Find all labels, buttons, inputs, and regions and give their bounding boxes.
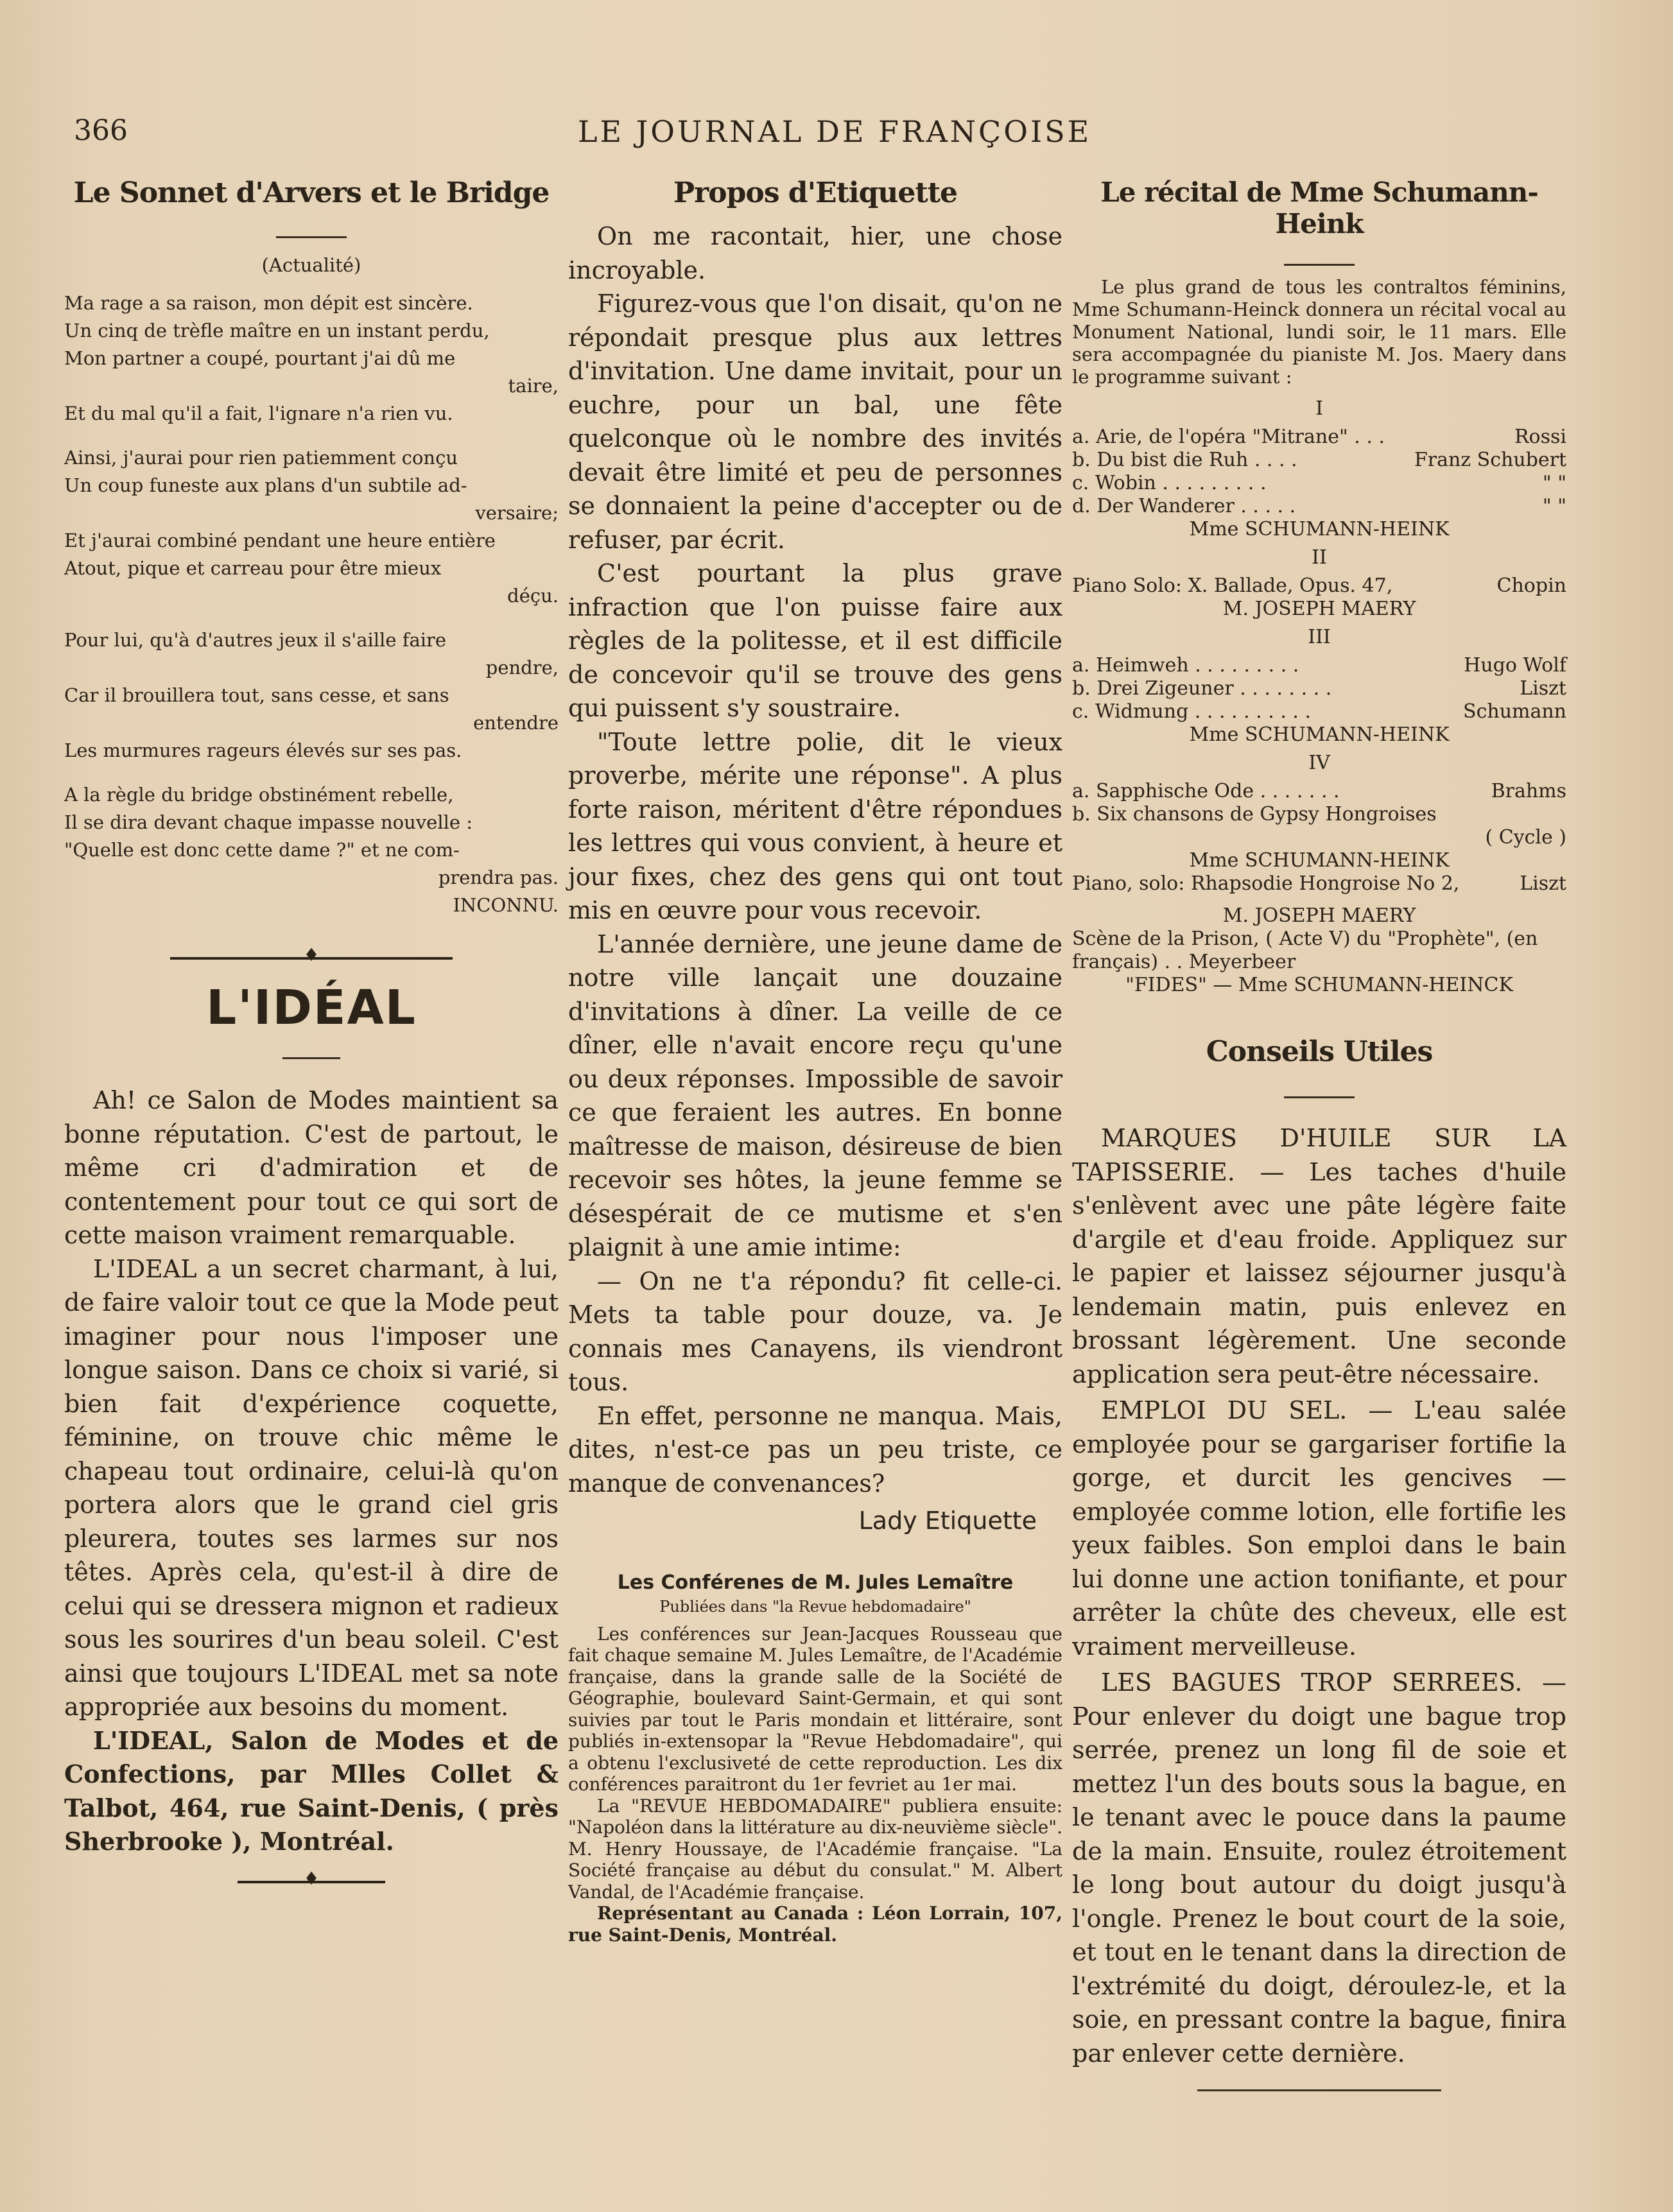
program-item bbox=[1072, 495, 1566, 518]
poem-line: Et du mal qu'il a fait, l'ignare n'a rien vu. bbox=[64, 402, 453, 424]
ideal-article bbox=[64, 1084, 559, 1859]
program-performer: Mme SCHUMANN-HEINK bbox=[1189, 518, 1450, 540]
lemaitre-subtitle: Publiées dans "la Revue hebdomadaire" bbox=[659, 1597, 971, 1616]
etiquette-title: Propos d'Etiquette bbox=[673, 177, 958, 209]
poem-line: taire, bbox=[508, 375, 559, 397]
conseil-paragraph: MARQUES D'HUILE SUR LA TAPISSERIE. — Les taches d'huile s'enlèvent avec une pâte légère faite d'argile et d'eau froide. Appliquez sur le papier et laissez séjourner jusqu'à lendemain matin, puis enlevez en brossant légèrement. Une seconde application sera peut-être nécessaire. bbox=[1072, 1124, 1566, 1388]
poem-line: Les murmures rageurs élevés sur ses pas. bbox=[64, 739, 462, 761]
stanza-gap bbox=[64, 765, 559, 781]
poem-line: Ma rage a sa raison, mon dépit est sincère. bbox=[64, 292, 473, 314]
divider bbox=[1284, 1096, 1355, 1098]
etiquette-signature: Lady Etiquette bbox=[858, 1507, 1037, 1535]
program-composer: Hugo Wolf bbox=[1464, 654, 1566, 677]
poem-line: Atout, pique et carreau pour être mieux bbox=[64, 557, 442, 579]
lemaitre-paragraph: La "REVUE HEBDOMADAIRE" publiera ensuite: "Napoléon dans la littérature au dix-neuvième siècle". M. Henry Houssaye, de l'Académie française. "La Société française au début du consulat." M. Albert Vandal, de l'Académie française. bbox=[568, 1795, 1062, 1903]
etiquette-paragraph: L'année dernière, une jeune dame de notre ville lançait une douzaine d'invitations à dîner. La veille de ce dîner, elle n'avait encore reçu qu'une ou deux réponses. Impossible de savoir ce que feraient les autres. En bonne maîtresse de maison, désireuse de bien recevoir ses hôtes, la jeune femme se désespérait de ce mutisme et s'en plaignit à une amie intime: bbox=[568, 929, 1062, 1261]
lemaitre-title: Les Conférenes de M. Jules Lemaître bbox=[617, 1571, 1014, 1594]
divider bbox=[1197, 2089, 1441, 2091]
poem-line: Car il brouillera tout, sans cesse, et sans bbox=[64, 684, 449, 706]
ideal-paragraph: L'IDEAL a un secret charmant, à lui, de faire valoir tout ce que la Mode peut imaginer pour nous l'imposer une longue saison. Dans ce choix si varié, si bien fait d'expérience coquette, féminine, on trouve chic même le chapeau tout ordinaire, celui-là qu'on portera alors que le grand ciel gris pleurera, toutes ses larmes sur nos têtes. Après cela, qu'est-il à dire de celui qui se dressera mignon et radieux sous les sourires d'un beau soleil. C'est ainsi que toujours L'IDEAL met sa note appropriée aux besoins du moment. bbox=[64, 1254, 559, 1721]
poem-line: Un cinq de trèfle maître en un instant perdu, bbox=[64, 320, 490, 341]
lemaitre-paragraph: Les conférences sur Jean-Jacques Rousseau que fait chaque semaine M. Jules Lemaître, de l'Académie française, dans la grande salle de la Société de Géographie, boulevard Saint-Germain, et qui sont suivies par tout le Paris mondain et littéraire, sont publiés in-extensopar la "Revue Hebdomadaire", qui a obtenu l'exclusiveté de cette reproduction. Les dix conférences paraitront du 1er fevriet au 1er mai. bbox=[568, 1623, 1062, 1795]
program-part-number: IV bbox=[1308, 752, 1330, 774]
sonnet-poem bbox=[64, 290, 559, 919]
program-item bbox=[1072, 654, 1566, 677]
divider bbox=[282, 1057, 340, 1059]
conseil-paragraph: EMPLOI DU SEL. — L'eau salée employée pour se gargariser fortifie la gorge, et durcit les gencives — employée comme lotion, elle fortifie les yeux faibles. Son emploi dans le bain lui donne une action tonifiante, et pour arrêter la chûte des cheveux, elle est vraiment merveilleuse. bbox=[1072, 1396, 1566, 1661]
conseils-title: Conseils Utiles bbox=[1206, 1035, 1433, 1068]
program-composer: Franz Schubert bbox=[1414, 449, 1566, 471]
poem-line: Un coup funeste aux plans d'un subtile ad- bbox=[64, 474, 467, 496]
program-composer: " " bbox=[1542, 495, 1566, 517]
program-composer: ( Cycle ) bbox=[1485, 826, 1566, 849]
poem-line: entendre bbox=[473, 712, 559, 734]
program-item bbox=[1072, 700, 1566, 723]
program-composer: Liszt bbox=[1520, 677, 1566, 700]
program-piece: b. Drei Zigeuner . . . . . . . . bbox=[1072, 677, 1332, 700]
lemaitre-article bbox=[568, 1571, 1062, 1946]
etiquette-paragraph: Figurez-vous que l'on disait, qu'on ne répondait presque plus aux lettres d'invitation. Une dame invitait, pour un euchre, pour un bal, une fête quelconque où le nombre des invités devait être limité et peu de personnes se donnaient la peine d'accepter ou de refuser, par écrit. bbox=[568, 289, 1062, 554]
program-composer: Brahms bbox=[1491, 780, 1566, 802]
poem-line: Il se dira devant chaque impasse nouvelle : bbox=[64, 811, 473, 833]
recital-intro: Le plus grand de tous les contraltos féminins, Mme Schumann-Heinck donnera un récital vocal au Monument National, lundi soir, le 11 mars. Elle sera accompagnée du pianiste M. Jos. Maery dans le programme suivant : bbox=[1072, 276, 1566, 388]
poem-line: Mon partner a coupé, pourtant j'ai dû me bbox=[64, 347, 456, 369]
ideal-paragraph: Ah! ce Salon de Modes maintient sa bonne réputation. C'est de partout, le même cri d'admiration et de contentement pour tout ce qui sort de cette maison vraiment remarquable. bbox=[64, 1086, 559, 1249]
stanza-gap bbox=[64, 610, 559, 626]
etiquette-article bbox=[568, 220, 1062, 1538]
program-item bbox=[1072, 677, 1566, 700]
ornament-divider bbox=[170, 957, 453, 960]
etiquette-paragraph: "Toute lettre polie, dit le vieux proverbe, mérite une réponse". A plus forte raison, méritent d'être répondues les lettres qui vous convient, à heure et jour fixes, chez des gens qui ont tout mis en œuvre pour vous recevoir. bbox=[568, 727, 1062, 924]
program-piece: Piano, solo: Rhapsodie Hongroise No 2, bbox=[1072, 872, 1460, 895]
poem-line: A la règle du bridge obstinément rebelle, bbox=[64, 784, 454, 806]
conseils-article bbox=[1072, 1121, 1566, 2070]
program-piece: c. Widmung . . . . . . . . . . bbox=[1072, 700, 1311, 723]
program-composer: Rossi bbox=[1514, 426, 1566, 448]
journal-title: LE JOURNAL DE FRANÇOISE bbox=[578, 114, 1092, 149]
etiquette-paragraph: On me racontait, hier, une chose incroyable. bbox=[568, 222, 1062, 284]
poem-line: Et j'aurai combiné pendant une heure entière bbox=[64, 530, 496, 551]
program-composer: Schumann bbox=[1463, 700, 1566, 723]
recital-title: Le récital de Mme Schumann-Heink bbox=[1100, 177, 1538, 239]
column-right bbox=[1072, 177, 1566, 2091]
etiquette-paragraph: C'est pourtant la plus grave infraction que l'on puisse faire aux règles de la politesse, et il est difficile de concevoir qu'il se trouve des gens qui puissent s'y soustraire. bbox=[568, 559, 1062, 722]
program-item bbox=[1072, 449, 1566, 472]
program-item bbox=[1072, 426, 1566, 449]
program-part-number: I bbox=[1315, 397, 1323, 420]
program-piece: a. Sapphische Ode . . . . . . . bbox=[1072, 780, 1340, 802]
etiquette-paragraph: En effet, personne ne manqua. Mais, dites, n'est-ce pas un peu triste, ce manque de convenances? bbox=[568, 1401, 1062, 1498]
sonnet-subtitle: (Actualité) bbox=[261, 254, 361, 276]
program-item bbox=[1072, 780, 1566, 803]
program-performer: Mme SCHUMANN-HEINK bbox=[1189, 849, 1450, 872]
ideal-title: L'IDÉAL bbox=[206, 980, 417, 1035]
program-item bbox=[1072, 872, 1566, 895]
poem-line: pendre, bbox=[485, 657, 559, 678]
program-piece: a. Heimweh . . . . . . . . . bbox=[1072, 654, 1299, 677]
program-composer: Chopin bbox=[1496, 575, 1566, 597]
program-part-number: III bbox=[1308, 626, 1331, 648]
poem-line: Ainsi, j'aurai pour rien patiemment conçu bbox=[64, 447, 458, 469]
program-piece: d. Der Wanderer . . . . . bbox=[1072, 495, 1296, 517]
program-piece: c. Wobin . . . . . . . . . bbox=[1072, 472, 1267, 494]
program-composer: " " bbox=[1542, 472, 1566, 494]
program-piece: b. Du bist die Ruh . . . . bbox=[1072, 449, 1297, 471]
poem-line: "Quelle est donc cette dame ?" et ne com- bbox=[64, 839, 460, 861]
program-item bbox=[1072, 472, 1566, 495]
ornament-divider bbox=[238, 1881, 385, 1883]
program-performer: Mme SCHUMANN-HEINK bbox=[1189, 723, 1450, 746]
program-piece: b. Six chansons de Gypsy Hongroises bbox=[1072, 803, 1437, 825]
poem-line: INCONNU. bbox=[453, 894, 559, 916]
program-item bbox=[1072, 803, 1566, 826]
poem-line: déçu. bbox=[507, 585, 559, 607]
stanza-gap bbox=[64, 428, 559, 444]
program-performer: M. JOSEPH MAERY bbox=[1222, 598, 1416, 620]
poem-line: Pour lui, qu'à d'autres jeux il s'aille faire bbox=[64, 629, 447, 651]
program-piece: a. Arie, de l'opéra "Mitrane" . . . bbox=[1072, 426, 1385, 448]
program-piece: Piano Solo: X. Ballade, Opus. 47, bbox=[1072, 575, 1393, 597]
poem-line: versaire; bbox=[475, 502, 559, 524]
column-left bbox=[64, 177, 559, 1883]
lemaitre-representative: Représentant au Canada : Léon Lorrain, 107, rue Saint-Denis, Montréal. bbox=[568, 1903, 1062, 1946]
sonnet-title: Le Sonnet d'Arvers et le Bridge bbox=[73, 177, 550, 209]
program-performer: M. JOSEPH MAERY bbox=[1222, 904, 1416, 927]
program-item bbox=[1072, 826, 1566, 849]
column-middle bbox=[568, 177, 1062, 1946]
ideal-paragraph: L'IDEAL, Salon de Modes et de Confections, par Mlles Collet & Talbot, 464, rue Saint-Denis, ( près Sherbrooke ), Montréal. bbox=[64, 1725, 559, 1856]
program-scene: Scène de la Prison, ( Acte V) du "Prophète", (en français) . . Meyerbeer bbox=[1072, 928, 1538, 973]
poem-line: prendra pas. bbox=[438, 867, 559, 888]
program-fides: "FIDES" — Mme SCHUMANN-HEINCK bbox=[1125, 974, 1513, 996]
program-part-number: II bbox=[1312, 546, 1327, 569]
program-item bbox=[1072, 575, 1566, 598]
divider bbox=[1284, 264, 1355, 266]
etiquette-paragraph: — On ne t'a répondu? fit celle-ci. Mets ta table pour douze, va. Je connais mes Canayens, ils viendront tous. bbox=[568, 1266, 1062, 1396]
conseil-paragraph: LES BAGUES TROP SERREES. — Pour enlever du doigt une bague trop serrée, prenez un long fil de soie et mettez l'un des bouts sous la bague, en le tenant avec le pouce dans la paume de la main. Ensuite, roulez étroitement le long bout autour du doigt jusqu'à l'ongle. Prenez le bout court de la soie, et tout en le tenant dans la direction de l'extrémité du doigt, déroulez-le, et la soie, en pressant contre la bague, finira par enlever cette dernière. bbox=[1072, 1668, 1566, 2068]
page-number: 366 bbox=[74, 114, 128, 147]
program-composer: Liszt bbox=[1520, 872, 1566, 895]
divider bbox=[276, 236, 347, 238]
recital-program bbox=[1072, 397, 1566, 997]
